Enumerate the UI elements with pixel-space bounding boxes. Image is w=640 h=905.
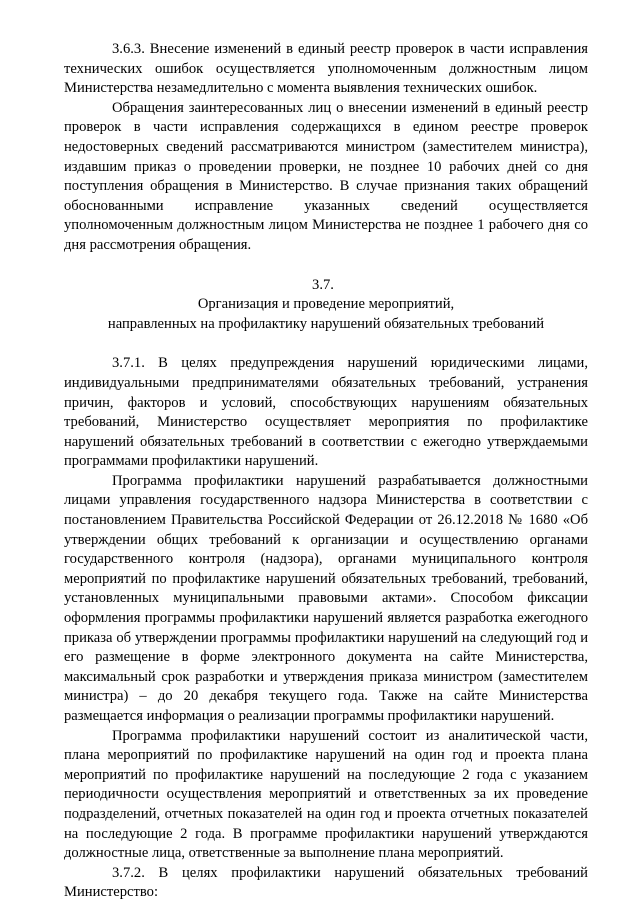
paragraph-3-6-3: 3.6.3. Внесение изменений в единый реестр проверок в части исправления технических ошибок осуществляется уполномоченным должностным лицом Министерства незамедлительно с момента выявления технических ошибок. (64, 41, 588, 97)
paragraph-appeals: Обращения заинтересованных лиц о внесении изменений в единый реестр проверок в части исправления содержащихся в едином реестре проверок недостоверных сведений рассматриваются министром (заместителем министра), издавшим приказ о проведении проверки, не позднее 10 рабочих дней со дня поступления обращения в Министерство. В случае признания таких обращений обоснованными исправление указанных сведений осуществляется уполномоченным должностным лицом Министерства не позднее 1 рабочего дня со дня рассмотрения обращения. (64, 99, 588, 253)
section-number: 3.7. (312, 276, 334, 293)
paragraph-3-7-1: 3.7.1. В целях предупреждения нарушений юридическими лицами, индивидуальными предпринимателями обязательных требований, устранения причин, факторов и условий, способствующих нарушениям обязательных требований, Министерство осуществляет мероприятия по профилактике нарушений обязательных требований в соответствии с ежегодно утверждаемыми программами профилактики нарушений. (64, 355, 588, 470)
paragraph-3-7-2: 3.7.2. В целях профилактики нарушений обязательных требований Министерство: (64, 864, 588, 901)
paragraph-program: Программа профилактики нарушений разрабатывается должностными лицами управления государственного надзора Министерства в соответствии с постановлением Правительства Российской Федерации от 26.12.2018 № 1680 «Об утверждении общих требований к организации и осуществлению органами государственного контроля (надзора), органами муниципального контроля мероприятий по профилактике нарушений обязательных требований, требований, установленных муниципальными правовыми актами». Способом фиксации оформления программы профилактики нарушений является разработка ежегодного приказа об утверждении программы профилактики нарушений на следующий год и его размещение в форме электронного документа на сайте Министерства, максимальный срок разработки и утверждения приказа министром (заместителем министра) – до 20 декабря текущего года. Также на сайте Министерства размещается информация о реализации программы профилактики нарушений. (64, 472, 588, 724)
document-page (64, 40, 588, 903)
section-title-line2: направленных на профилактику нарушений обязательных требований (107, 315, 545, 332)
section-heading-line1 (64, 276, 588, 315)
section-heading (64, 276, 588, 335)
paragraph-program-structure: Программа профилактики нарушений состоит из аналитической части, плана мероприятий по профилактике нарушений на один год и проекта плана мероприятий по профилактике нарушений на последующие 2 года с указанием периодичности осуществления мероприятий и ответственных за их проведение подразделений, отчетных показателей на один год и проекта отчетных показателей на последующие 2 года. В программе профилактики нарушений утверждаются должностные лица, ответственные за выполнение плана мероприятий. (64, 727, 588, 862)
section-title-line1: Организация и проведение мероприятий, (197, 296, 455, 313)
